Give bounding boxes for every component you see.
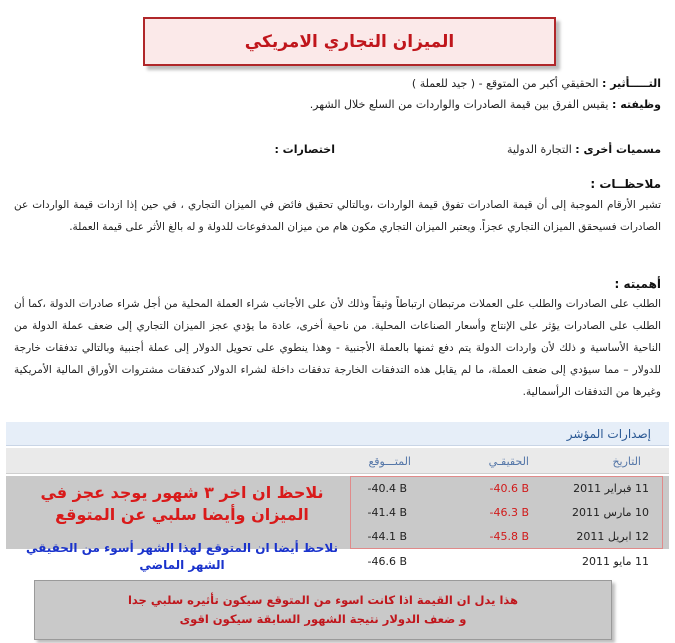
conclusion-line1: هذا يدل ان القيمة اذا كانت اسوء من المتوقع سيكون تأثيره سلبي جدا bbox=[127, 593, 519, 607]
row-date: 10 مارس 2011 bbox=[572, 506, 649, 519]
importance-text: الطلب على الصادرات والطلب على العملات مرتبطان ارتباطاً وثيقاً وذلك لأن على الأجانب شراء العملة المحلية من أجل شراء صادرات الدولة ،كما أن الطلب على الصادرات يؤثر على الإنتاج وأسعار الصناعات المحلية. من ناحية أخرى، عادة ما يؤدي عجز الميزان التجاري إلى ضعف عملة الدولة من الناحية الأساسية و ذلك لأن واردات الدولة يتم دفع ثمنها بالعملة الأجنبية - وهذا ينطوي على تحويل الدولار إلى عملة أجنبية وبالتالي تدفقات خارجة للدولار – مما سيؤدي إلى ضعف العملة، ما لم يقابل هذه التدفقات الخارجة تدفقات داخلة لشراء الدولار كتدفقات مشتروات الأوراق المالية الأمريكية وغيرها من التدفقات الرأسمالية. bbox=[14, 298, 661, 398]
row-date: 11 مايو 2011 bbox=[582, 555, 649, 568]
forecast-note-line1: نلاحظ أيضا ان المتوقع لهذا الشهر أسوء من الحقيقي bbox=[25, 541, 339, 555]
function-line bbox=[310, 98, 661, 111]
deficit-note-line2: الميزان وأيضا سلبي عن المتوقع bbox=[55, 505, 309, 524]
releases-table-header bbox=[6, 448, 669, 474]
notes-text: تشير الأرقام الموجبة إلى أن قيمة الصادرات تفوق قيمة الواردات ،وبالتالي تحقيق فائض في الميزان التجاري ، في حين إذا ازدات قيمة الواردات عن الصادرات فسيحقق الميزان التجاري عجزاً. ويعتبر الميزان التجاري مكون هام من ميزان المدفوعات للدولة و له بالغ الأثر على قيمة العملة. bbox=[14, 199, 661, 233]
row-actual: -46.3 B bbox=[489, 506, 529, 519]
row-forecast: -44.1 B bbox=[367, 530, 407, 543]
importance-title: أهميته : bbox=[614, 277, 661, 291]
function-label: وظيفته : bbox=[612, 98, 661, 111]
column-forecast: المتـــوقع bbox=[368, 455, 411, 468]
other-names-value: التجارة الدولية bbox=[506, 143, 572, 156]
highlight-frame bbox=[350, 476, 663, 549]
deficit-note bbox=[22, 482, 342, 526]
releases-header-title: إصدارات المؤشر bbox=[566, 426, 651, 441]
other-names-label: مسميات أخرى : bbox=[575, 143, 661, 156]
impact-line bbox=[412, 77, 661, 90]
impact-label: التـــــأثير : bbox=[601, 77, 661, 90]
abbreviations-line bbox=[274, 143, 335, 156]
row-actual: -45.8 B bbox=[489, 530, 529, 543]
row-actual: -40.6 B bbox=[489, 482, 529, 495]
row-date: 12 ابريل 2011 bbox=[576, 530, 649, 543]
row-forecast: -46.6 B bbox=[367, 555, 407, 568]
forecast-note bbox=[22, 540, 342, 574]
abbreviations-label: اختصارات : bbox=[274, 143, 335, 156]
column-date: التاريخ bbox=[612, 455, 641, 468]
forecast-note-line2: الشهر الماضي bbox=[139, 558, 225, 572]
column-actual: الحقيقـي bbox=[488, 455, 529, 468]
notes-title: ملاحظــات : bbox=[590, 177, 661, 191]
page-title-box bbox=[143, 17, 556, 66]
deficit-note-line1: نلاحظ ان اخر ٣ شهور يوجد عجز في bbox=[40, 483, 324, 502]
other-names-line bbox=[507, 143, 661, 156]
row-forecast: -41.4 B bbox=[367, 506, 407, 519]
conclusion-line2: و ضعف الدولار نتيجة الشهور السابقة سيكون اقوى bbox=[179, 612, 467, 626]
row-date: 11 فبراير 2011 bbox=[573, 482, 649, 495]
impact-value: الحقيقي أكبر من المتوقع - ( جيد للعملة ) bbox=[411, 77, 599, 90]
conclusion-box bbox=[34, 580, 612, 640]
releases-header bbox=[6, 422, 669, 446]
page-title: الميزان التجاري الامريكي bbox=[244, 31, 455, 52]
row-forecast: -40.4 B bbox=[367, 482, 407, 495]
function-value: يقيس الفرق بين قيمة الصادرات والواردات من السلع خلال الشهر. bbox=[309, 98, 609, 111]
